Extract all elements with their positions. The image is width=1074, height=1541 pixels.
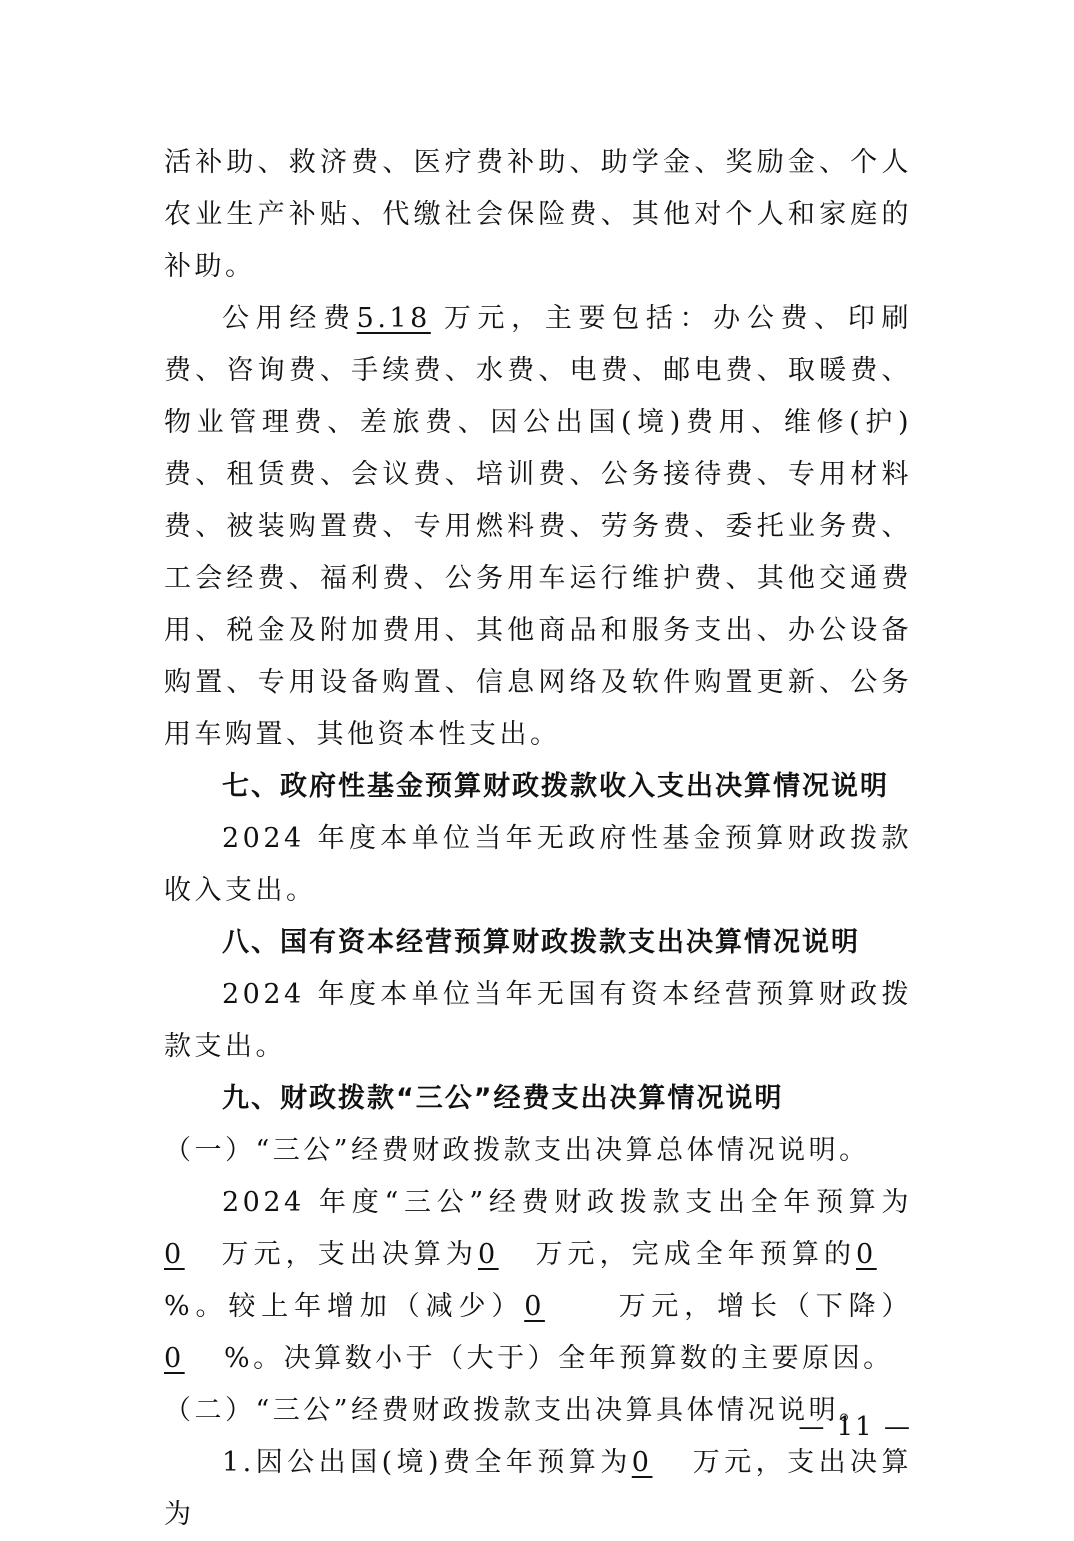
paragraph-three-public-overall: [164, 1177, 912, 1385]
text-fragment: 1.因公出国(境)费全年预算为: [222, 1447, 632, 1478]
text-fragment: %。决算数小于（大于）全年预算数的主要原因。: [224, 1343, 894, 1374]
text-fragment: 2024 年度“三公”经费财政拨款支出全年预算为: [222, 1187, 912, 1218]
subheading-9-1: （一）“三公”经费财政拨款支出决算总体情况说明。: [164, 1135, 870, 1166]
paragraph-overseas-travel: [164, 1437, 912, 1541]
text-fragment: %。较上年增加（减少）: [164, 1291, 525, 1322]
change-amount: 0: [524, 1291, 545, 1322]
text-fragment: 万元，支出决算为: [164, 1447, 913, 1530]
paragraph-personal-subsidy-tail: 活补助、救济费、医疗费补助、助学金、奖励金、个人农业生产补贴、代缴社会保险费、其他对个人和家庭的补助。: [164, 147, 912, 282]
heading-section-8: 八、国有资本经营预算财政拨款支出决算情况说明: [222, 927, 860, 958]
completion-rate: 0: [856, 1239, 877, 1270]
heading-section-7: 七、政府性基金预算财政拨款收入支出决算情况说明: [222, 771, 889, 802]
budget-amount: 0: [164, 1239, 185, 1270]
change-rate: 0: [164, 1343, 185, 1374]
overseas-budget-amount: 0: [631, 1447, 653, 1478]
subheading-9-2: （二）“三公”经费财政拨款支出决算具体情况说明。: [164, 1395, 870, 1426]
public-expense-amount: 5.18: [356, 303, 431, 334]
paragraph-section-7: 2024 年度本单位当年无政府性基金预算财政拨款收入支出。: [164, 823, 912, 906]
text-fragment: 万元，支出决算为: [220, 1239, 478, 1270]
document-body: [164, 137, 912, 1541]
text-fragment: 公用经费: [222, 303, 357, 334]
text-fragment: 万元，增长（下降）: [616, 1291, 913, 1322]
page-number: — 11 —: [798, 1412, 912, 1442]
paragraph-section-8: 2024 年度本单位当年无国有资本经营预算财政拨款支出。: [164, 979, 912, 1062]
text-fragment: 万元，完成全年预算的: [533, 1239, 857, 1270]
paragraph-public-expenses: [164, 293, 912, 761]
heading-section-9: 九、财政拨款“三公”经费支出决算情况说明: [222, 1083, 784, 1114]
final-amount: 0: [477, 1239, 499, 1270]
text-fragment: 万元，主要包括：办公费、印刷费、咨询费、手续费、水费、电费、邮电费、取暖费、物业管理费、差旅费、因公出国(境)费用、维修(护)费、租赁费、会议费、培训费、公务接待费、专用材料费、被装购置费、专用燃料费、劳务费、委托业务费、工会经费、福利费、公务用车运行维护费、其他交通费用、税金及附加费用、其他商品和服务支出、办公设备购置、专用设备购置、信息网络及软件购置更新、公务用车购置、其他资本性支出。: [164, 303, 913, 750]
